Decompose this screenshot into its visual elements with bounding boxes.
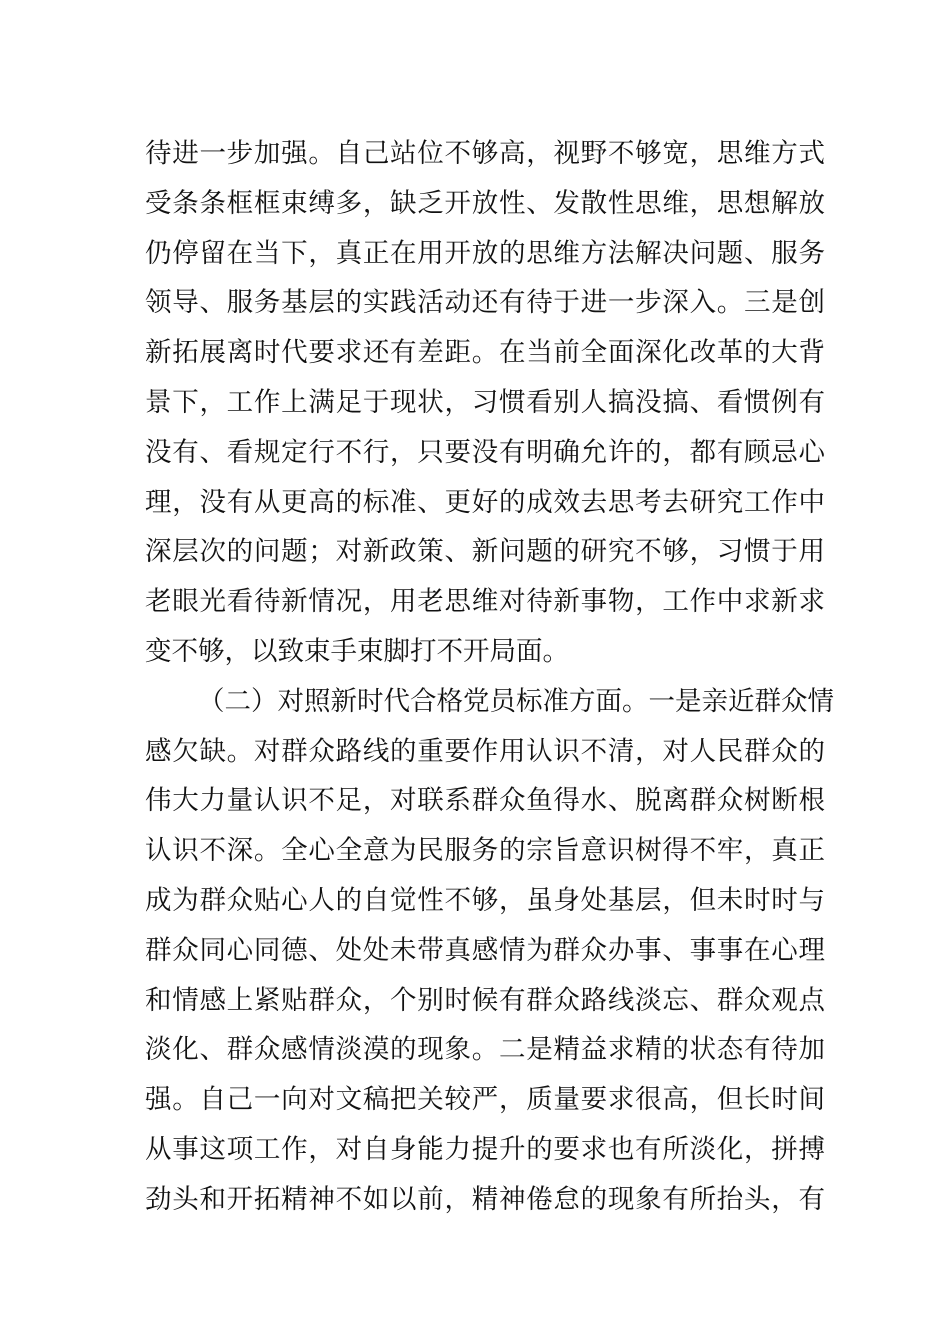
text-line: 成为群众贴心人的自觉性不够，虽身处基层，但未时时与 xyxy=(145,884,825,916)
text-line: 变不够，以致束手束脚打不开局面。 xyxy=(145,635,569,667)
paragraph-2 xyxy=(145,677,834,1225)
text-line: （二）对照新时代合格党员标准方面。一是亲近群众情 xyxy=(198,685,834,717)
text-line: 劲头和开拓精神不如以前，精神倦怠的现象有所抬头，有 xyxy=(145,1183,825,1215)
text-line: 领导、服务基层的实践活动还有待于进一步深入。三是创 xyxy=(145,287,825,319)
text-line: 景下，工作上满足于现状，习惯看别人搞没搞、看惯例有 xyxy=(145,386,825,418)
text-line: 待进一步加强。自己站位不够高，视野不够宽，思维方式 xyxy=(145,138,825,169)
paragraph-1 xyxy=(145,129,825,677)
text-line: 深层次的问题；对新政策、新问题的研究不够，习惯于用 xyxy=(145,536,825,568)
text-line: 没有、看规定行不行，只要没有明确允许的，都有顾忌心 xyxy=(145,436,825,468)
text-line: 伟大力量认识不足，对联系群众鱼得水、脱离群众树断根 xyxy=(145,785,825,817)
text-line: 淡化、群众感情淡漠的现象。二是精益求精的状态有待加 xyxy=(145,1034,825,1066)
text-line: 从事这项工作，对自身能力提升的要求也有所淡化，拼搏 xyxy=(145,1133,825,1165)
text-line: 和情感上紧贴群众，个别时候有群众路线淡忘、群众观点 xyxy=(145,984,825,1016)
text-line: 强。自己一向对文稿把关较严，质量要求很高，但长时间 xyxy=(145,1084,825,1116)
text-line: 理，没有从更高的标准、更好的成效去思考去研究工作中 xyxy=(145,486,825,518)
text-line: 仍停留在当下，真正在用开放的思维方法解决问题、服务 xyxy=(145,237,825,269)
text-line: 受条条框框束缚多，缺乏开放性、发散性思维，思想解放 xyxy=(145,187,825,219)
text-line: 认识不深。全心全意为民服务的宗旨意识树得不牢，真正 xyxy=(145,835,825,867)
text-line: 新拓展离时代要求还有差距。在当前全面深化改革的大背 xyxy=(145,337,825,369)
document-body xyxy=(145,129,834,1225)
text-line: 感欠缺。对群众路线的重要作用认识不清，对人民群众的 xyxy=(145,735,825,767)
text-line: 老眼光看待新情况，用老思维对待新事物，工作中求新求 xyxy=(145,586,825,618)
text-line: 群众同心同德、处处未带真感情为群众办事、事事在心理 xyxy=(145,934,825,966)
